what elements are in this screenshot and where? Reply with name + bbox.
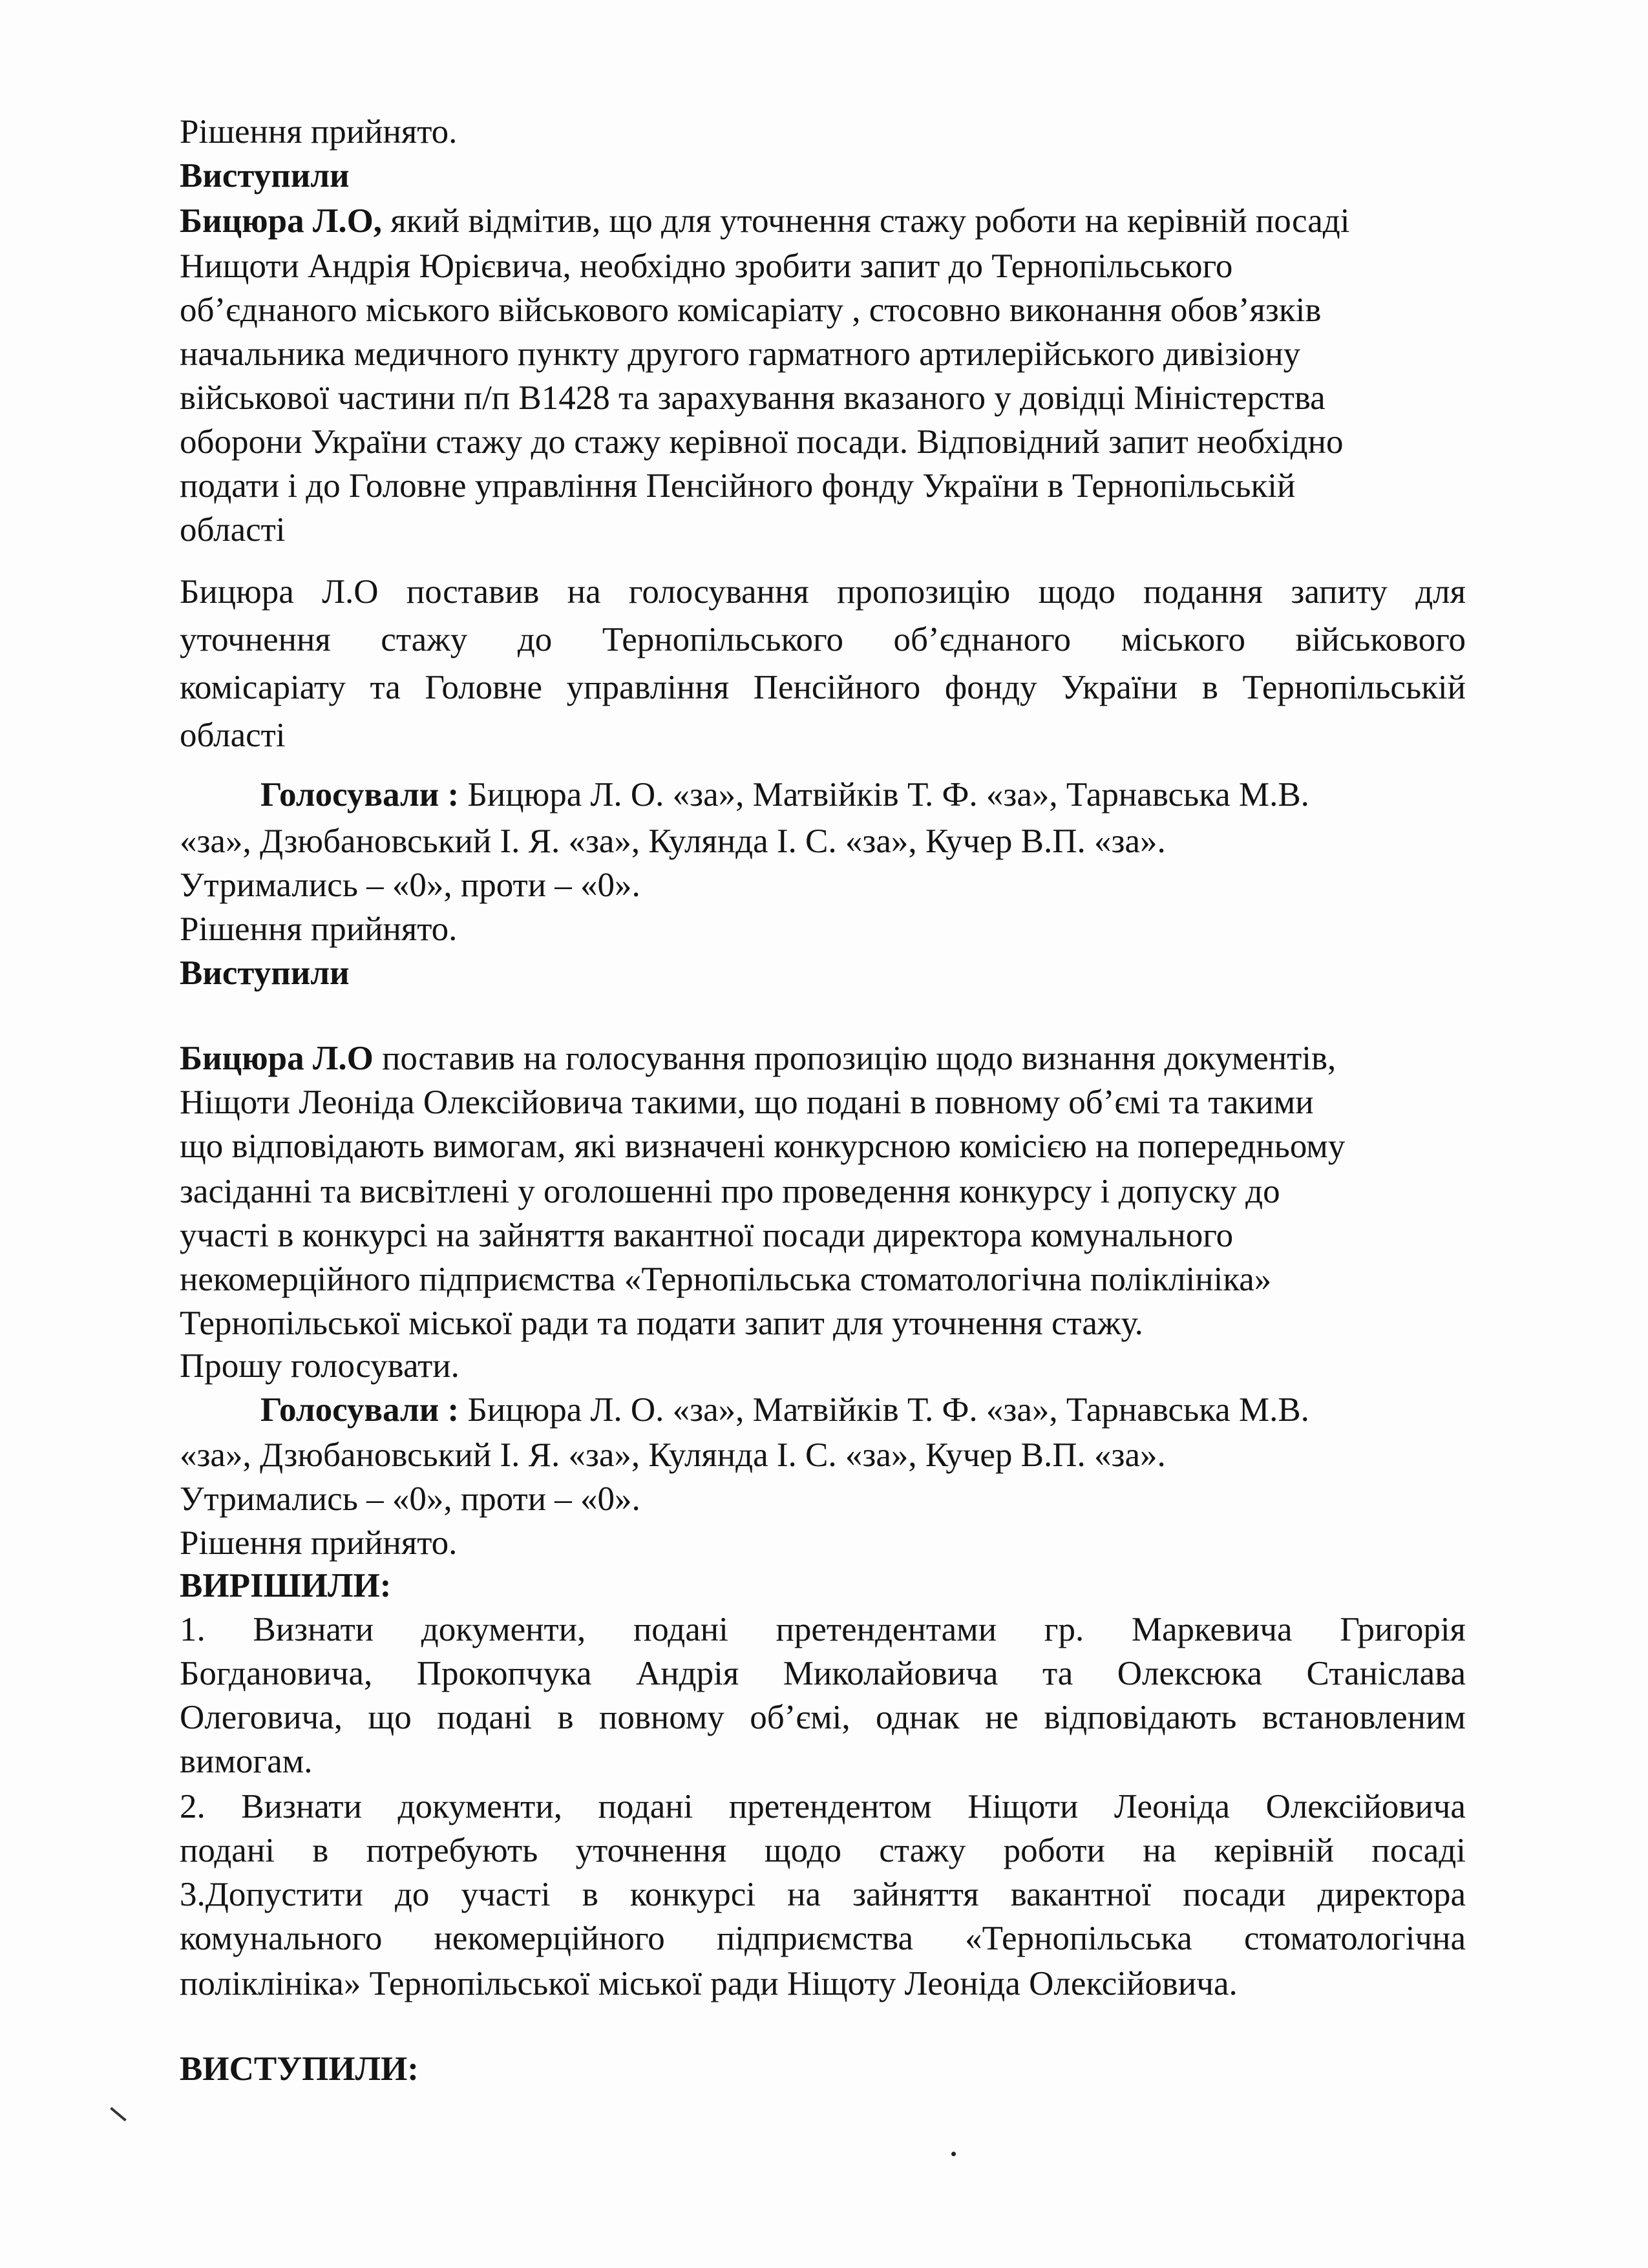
section-heading: Виступили — [180, 157, 350, 194]
word: подання — [1143, 573, 1263, 611]
resolution-line: вимогам. — [180, 1743, 313, 1780]
word: Станіслава — [1306, 1655, 1466, 1692]
word: Головне — [425, 669, 543, 706]
resolution-line: поліклініка» Тернопільської міської ради Ніщоту Леоніда Олексійовича. — [180, 1965, 1238, 2002]
word: запиту — [1291, 573, 1388, 611]
word: некомерційного — [434, 1920, 665, 1957]
word: Олеговича, — [180, 1699, 343, 1736]
paragraph-line: некомерційного підприємства «Тернопільська стоматологічна поліклініка» — [180, 1261, 1272, 1298]
word: Тернопільській — [1242, 669, 1466, 706]
word: що — [368, 1699, 412, 1736]
word: встановленим — [1262, 1699, 1466, 1736]
word: об’єднаного — [893, 621, 1072, 658]
word: до — [394, 1876, 430, 1913]
word: посаді — [1371, 1832, 1466, 1869]
word: щодо — [1038, 573, 1115, 611]
word: потребують — [366, 1832, 538, 1869]
word: голосування — [628, 573, 809, 611]
word: відповідають — [1044, 1699, 1237, 1736]
word: управління — [566, 669, 730, 706]
decided-heading: ВИРІШИЛИ: — [180, 1567, 392, 1604]
word: Маркевича — [1131, 1611, 1293, 1648]
paragraph-line: Ніщоти Леоніда Олексійовича такими, що подані в повному об’ємі та такими — [180, 1084, 1314, 1121]
vote-label: Голосували : — [260, 1391, 460, 1429]
word: посади — [1183, 1876, 1286, 1913]
word: стажу — [879, 1832, 966, 1869]
vote-text: Бицюра Л. О. «за», Матвійків Т. Ф. «за», Тарнавська М.В. — [459, 1391, 1309, 1429]
word: до — [517, 621, 553, 658]
word: та — [1042, 1655, 1073, 1692]
paragraph-line: Тернопільської міської ради та подати запит для уточнення стажу. — [180, 1305, 1143, 1342]
decision-line: Рішення прийнято. — [180, 1524, 458, 1562]
justified-line — [180, 575, 1466, 609]
paragraph-line: області — [180, 717, 286, 754]
paragraph-line: Прошу голосувати. — [180, 1347, 460, 1385]
word: уточнення — [180, 621, 331, 658]
word: 3.Допустити — [180, 1876, 363, 1913]
vote-line — [260, 1393, 1309, 1427]
paragraph-line: оборони України стажу до стажу керівної посади. Відповідний запит необхідно — [180, 423, 1344, 461]
vote-label: Голосували : — [260, 776, 460, 814]
justified-line — [180, 671, 1466, 705]
paragraph-line — [180, 1042, 1336, 1076]
resolution-line — [180, 1834, 1466, 1868]
resolution-line — [180, 1657, 1466, 1691]
word: не — [985, 1699, 1019, 1736]
word: директора — [1317, 1876, 1466, 1913]
scan-speck — [951, 2152, 956, 2156]
word: повному — [599, 1699, 724, 1736]
section-heading: ВИСТУПИЛИ: — [180, 2050, 419, 2088]
paragraph-line: області — [180, 511, 286, 549]
word: поставив — [406, 573, 540, 611]
word: пропозицію — [837, 573, 1011, 611]
word: Тернопільського — [602, 621, 843, 658]
paragraph-line: начальника медичного пункту другого гарматного артилерійського дивізіону — [180, 335, 1301, 373]
word: подані — [633, 1611, 728, 1648]
word: на — [787, 1876, 821, 1913]
paragraph-line: участі в конкурсі на зайняття вакантної посади директора комунального — [180, 1217, 1234, 1254]
paragraph-line: об’єднаного міського військового комісаріату , стосовно виконання обов’язків — [180, 291, 1322, 329]
word: комунального — [180, 1920, 383, 1957]
paragraph-line: подати і до Головне управління Пенсійного фонду України в Тернопільській — [180, 467, 1296, 505]
word: 2. — [180, 1788, 206, 1825]
word: на — [1143, 1832, 1177, 1869]
word: документи, — [397, 1788, 562, 1825]
word: гр. — [1044, 1611, 1084, 1648]
word: однак — [876, 1699, 960, 1736]
word: Леоніда — [1114, 1788, 1231, 1825]
resolution-line — [180, 1790, 1466, 1824]
word: Прокопчука — [416, 1655, 592, 1692]
section-heading: Виступили — [180, 954, 350, 992]
word: «Тернопільська — [965, 1920, 1192, 1957]
word: в — [582, 1876, 598, 1913]
paragraph-line: Нищоти Андрія Юрієвича, необхідно зробити запит до Тернопільського — [180, 247, 1233, 285]
abstain-line: Утримались – «0», проти – «0». — [180, 1480, 640, 1518]
abstain-line: Утримались – «0», проти – «0». — [180, 866, 640, 904]
word: військового — [1295, 621, 1466, 658]
word: Миколайовича — [783, 1655, 998, 1692]
decision-line: Рішення прийнято. — [180, 910, 458, 948]
paragraph-text: який відмітив, що для уточнення стажу роботи на керівній посаді — [382, 202, 1350, 240]
word: подані — [598, 1788, 693, 1825]
word: Л.О — [322, 573, 379, 611]
vote-text: Бицюра Л. О. «за», Матвійків Т. Ф. «за», Тарнавська М.В. — [459, 776, 1309, 814]
word: в — [1201, 669, 1218, 706]
paragraph-line — [180, 204, 1349, 238]
word: Олексюка — [1117, 1655, 1263, 1692]
resolution-line — [180, 1878, 1466, 1912]
word: Андрія — [636, 1655, 739, 1692]
word: стоматологічна — [1243, 1920, 1466, 1957]
word: фонду — [944, 669, 1037, 706]
word: та — [370, 669, 401, 706]
speaker-name: Бицюра Л.О, — [180, 202, 383, 240]
decision-line: Рішення прийнято. — [180, 113, 458, 151]
word: стажу — [381, 621, 468, 658]
word: участі — [461, 1876, 551, 1913]
word: Олексійовича — [1265, 1788, 1466, 1825]
paragraph-text: поставив на голосування пропозицію щодо визнання документів, — [373, 1040, 1336, 1077]
word: керівній — [1214, 1832, 1335, 1869]
word: подані — [180, 1832, 275, 1869]
word: в — [312, 1832, 329, 1869]
vote-line — [260, 778, 1309, 812]
word: Богдановича, — [180, 1655, 373, 1692]
word: документи, — [421, 1611, 586, 1648]
word: України — [1061, 669, 1178, 706]
word: об’ємі, — [750, 1699, 850, 1736]
word: претендентами — [776, 1611, 997, 1648]
word: конкурсі — [629, 1876, 755, 1913]
word: підприємства — [716, 1920, 913, 1957]
resolution-line — [180, 1613, 1466, 1647]
word: 1. — [180, 1611, 206, 1648]
word: роботи — [1003, 1832, 1105, 1869]
word: комісаріату — [180, 669, 346, 706]
justified-line — [180, 623, 1466, 657]
word: подані — [437, 1699, 533, 1736]
scan-mark — [110, 2107, 127, 2121]
vote-line: «за», Дзюбановський І. Я. «за», Кулянда І. С. «за», Кучер В.П. «за». — [180, 1436, 1166, 1474]
word: щодо — [764, 1832, 841, 1869]
word: міського — [1121, 621, 1245, 658]
word: Визнати — [241, 1788, 362, 1825]
paragraph-line: засіданні та висвітлені у оголошенні про проведення конкурсу і допуску до — [180, 1173, 1280, 1210]
vote-line: «за», Дзюбановський І. Я. «за», Кулянда І. С. «за», Кучер В.П. «за». — [180, 823, 1166, 860]
word: Григорія — [1340, 1611, 1466, 1648]
word: Ніщоти — [967, 1788, 1079, 1825]
word: претендентом — [728, 1788, 932, 1825]
word: в — [557, 1699, 574, 1736]
paragraph-line: що відповідають вимогам, які визначені конкурсною комісією на попередньому — [180, 1128, 1346, 1165]
word: Бицюра — [180, 573, 294, 611]
resolution-line — [180, 1922, 1466, 1956]
resolution-line — [180, 1701, 1466, 1735]
word: уточнення — [575, 1832, 727, 1869]
word: Пенсійного — [753, 669, 921, 706]
word: зайняття — [852, 1876, 979, 1913]
word: Визнати — [253, 1611, 374, 1648]
paragraph-line: військової частини п/п В1428 та зарахування вказаного у довідці Міністерства — [180, 379, 1326, 417]
word: вакантної — [1010, 1876, 1152, 1913]
speaker-name: Бицюра Л.О — [180, 1040, 374, 1077]
word: для — [1415, 573, 1466, 611]
word: на — [567, 573, 601, 611]
